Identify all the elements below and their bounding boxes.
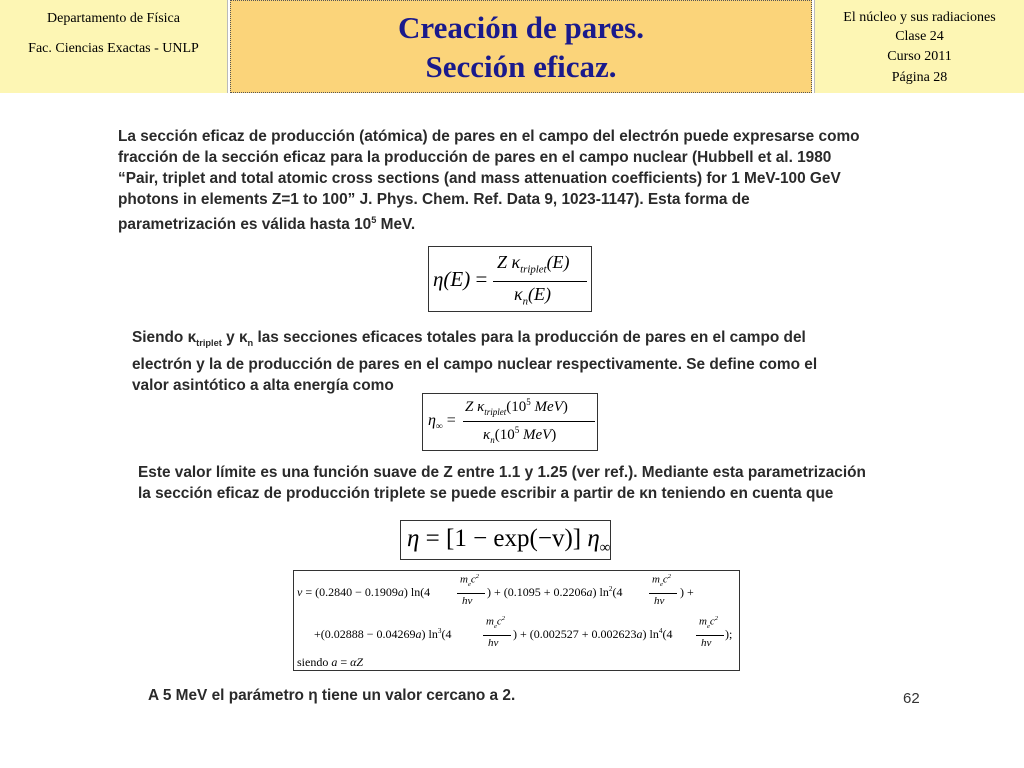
intro-line: photons in elements Z=1 to 100” J. Phys. Chem. Ref. Data 9, 1023-1147). Esta forma de bbox=[118, 191, 750, 208]
conclusion-text: A 5 MeV el parámetro η tiene un valor cercano a 2. bbox=[148, 687, 516, 704]
parametrization-line: Este valor límite es una función suave de Z entre 1.1 y 1.25 (ver ref.). Mediante esta parametrización bbox=[138, 464, 866, 481]
slide-title-line2: Sección eficaz. bbox=[425, 49, 617, 84]
course-year: Curso 2011 bbox=[887, 49, 952, 64]
definition-line: valor asintótico a alta energía como bbox=[132, 377, 394, 395]
faculty-label: Fac. Ciencias Exactas - UNLP bbox=[28, 41, 199, 56]
class-number: Clase 24 bbox=[895, 29, 944, 44]
v-parameter-formula: v = (0.2840 − 0.1909a) ln(4 $m_ec^2$ hν ) + (0.1095 + 0.2206a) $\ln^2(4$ $m_ec^2$ hν ) + +(0.02888 − 0.04269a) $\ln^3(4$ $m_ec^2$ hν ) + (0.002527 + 0.002623a) $\ln^4(4$ $m_ec^2$ hν ); siendo a = αZ bbox=[293, 570, 740, 671]
department-label: Departamento de Física bbox=[47, 11, 180, 26]
intro-line: parametrización es válida hasta $10^5$ MeV. bbox=[118, 215, 416, 234]
intro-paragraph bbox=[118, 126, 860, 235]
page-number: Página 28 bbox=[891, 70, 948, 85]
definition-line: electrón y la de producción de pares en el campo nuclear respectivamente. Se define como el bbox=[132, 356, 818, 374]
header-title-panel bbox=[230, 0, 812, 93]
definition-paragraph bbox=[132, 327, 817, 396]
slide-title-line1: Creación de pares. bbox=[398, 10, 644, 45]
intro-line: La sección eficaz de producción (atómica) de pares en el campo del electrón puede expresarse como bbox=[118, 128, 860, 145]
intro-line: “Pair, triplet and total atomic cross sections (and mass attenuation coefficients) for 1 MeV-100 GeV bbox=[118, 170, 841, 187]
slide-number: 62 bbox=[903, 690, 920, 707]
header-right-panel bbox=[814, 0, 1024, 93]
course-name: El núcleo y sus radiaciones bbox=[843, 10, 996, 25]
eta-infinity-formula: $\eta_\infty$ = Z $\kappa_{triplet}(10^5$ MeV) $\kappa_n(10^5$ MeV) bbox=[422, 393, 598, 451]
eta-E-formula: η(E) = Z $\kappa_{triplet}(E)$ $\kappa_n(E)$ bbox=[428, 246, 592, 312]
intro-line: fracción de la sección eficaz para la producción de pares en el campo nuclear (Hubbell et al. 1980 bbox=[118, 149, 832, 166]
parametrization-paragraph bbox=[138, 462, 866, 504]
parametrization-line: la sección eficaz de producción triplete se puede escribir a partir de κn teniendo en cuenta que bbox=[138, 485, 834, 502]
eta-exp-formula: η = [1 − exp(−v)] $\eta_\infty$ bbox=[400, 520, 611, 560]
definition-line: Siendo $\kappa_{triplet}$ y $\kappa_n$ las secciones eficaces totales para la producción de pares en el campo del bbox=[132, 329, 806, 349]
header-left-panel bbox=[0, 0, 228, 93]
